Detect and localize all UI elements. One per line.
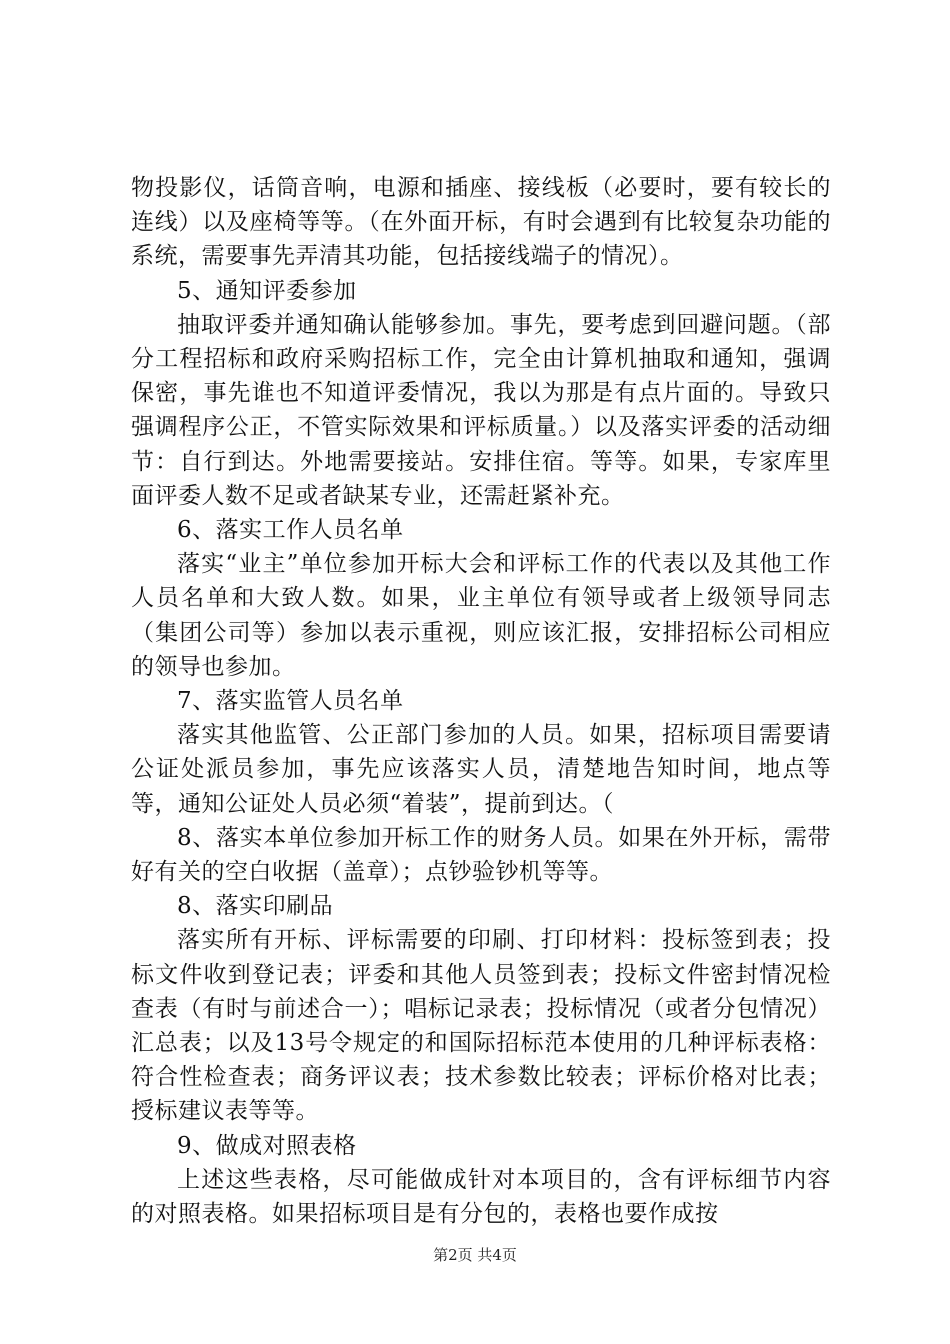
paragraph: 落实“业主”单位参加开标大会和评标工作的代表以及其他工作人员名单和大致人数。如果，业主单位有领导或者上级领导同志（集团公司等）参加以表示重视，则应该汇报，安排招标公司相应的领导也参加。: [131, 551, 831, 680]
section-heading-8: 8、落实印刷品: [177, 893, 334, 920]
paragraph: 8、落实本单位参加开标工作的财务人员。如果在外开标，需带好有关的空白收据（盖章）；点钞验钞机等等。: [131, 824, 831, 886]
section-heading-5: 5、通知评委参加: [177, 277, 357, 304]
section-heading-9: 9、做成对照表格: [177, 1132, 357, 1159]
paragraph: 落实其他监管、公正部门参加的人员。如果，招标项目需要请公证处派员参加，事先应该落实人员，清楚地告知时间，地点等等，通知公证处人员必须“着装”，提前到达。（: [131, 722, 831, 817]
section-heading-7: 7、落实监管人员名单: [177, 688, 404, 715]
paragraph: 上述这些表格，尽可能做成针对本项目的，含有评标细节内容的对照表格。如果招标项目是有分包的，表格也要作成按: [131, 1166, 831, 1228]
paragraph-continuation: 物投影仪，话筒音响，电源和插座、接线板（必要时，要有较长的连线）以及座椅等等。（在外面开标，有时会遇到有比较复杂功能的系统，需要事先弄清其功能，包括接线端子的情况）。: [131, 175, 831, 270]
page-number-label: 第2页 共4页: [433, 1246, 517, 1264]
document-body: [131, 171, 831, 1231]
section-heading-6: 6、落实工作人员名单: [177, 517, 404, 544]
paragraph: 落实所有开标、评标需要的印刷、打印材料：投标签到表；投标文件收到登记表；评委和其他人员签到表；投标文件密封情况检查表（有时与前述合一）；唱标记录表；投标情况（或者分包情况）汇总表；以及13号令规定的和国际招标范本使用的几种评标表格：符合性检查表；商务评议表；技术参数比较表；评标价格对比表；授标建议表等等。: [131, 927, 831, 1125]
paragraph: 抽取评委并通知确认能够参加。事先，要考虑到回避问题。（部分工程招标和政府采购招标工作，完全由计算机抽取和通知，强调保密，事先谁也不知道评委情况，我以为那是有点片面的。导致只强调程序公正，不管实际效果和评标质量。）以及落实评委的活动细节：自行到达。外地需要接站。安排住宿。等等。如果，专家库里面评委人数不足或者缺某专业，还需赶紧补充。: [131, 311, 831, 509]
page-footer: [0, 1244, 950, 1265]
